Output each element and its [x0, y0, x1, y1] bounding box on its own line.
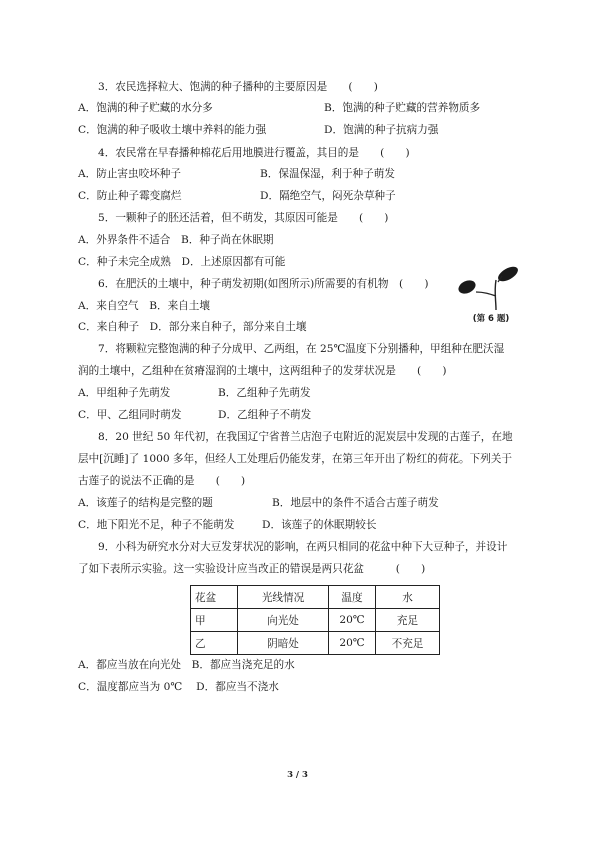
table-header-cell: 花盆 [191, 586, 238, 609]
table-cell: 20℃ [329, 632, 376, 655]
table-header-cell: 水 [376, 586, 440, 609]
q8-option-d: D．该莲子的休眠期较长 [262, 519, 377, 531]
q6-options-ab: A．来自空气 B．来自土壤 [78, 300, 210, 312]
table-header-row [191, 586, 440, 609]
seedling-figure [452, 262, 530, 332]
q3-option-d: D．饱满的种子抗病力强 [324, 124, 439, 136]
q6-options-cd: C．来自种子 D．部分来自种子，部分来自土壤 [78, 321, 307, 333]
q9-stem-line1: 9．小科为研究水分对大豆发芽状况的影响，在两只相同的花盆中种下大豆种子，并设计 [98, 541, 508, 553]
table-row [191, 632, 440, 655]
q9-options-ab: A．都应当放在向光处 B．都应当浇充足的水 [78, 659, 295, 671]
experiment-table [190, 585, 440, 655]
q7-option-a: A．甲组种子先萌发 [78, 387, 171, 399]
q7-option-b: B．乙组种子先萌发 [218, 387, 311, 399]
q3-option-b: B．饱满的种子贮藏的营养物质多 [324, 102, 481, 114]
q3-stem: 3．农民选择粒大、饱满的种子播种的主要原因是 ( ) [98, 81, 378, 93]
seedling-illustration [452, 262, 530, 312]
q4-stem: 4．农民常在早春播种棉花后用地膜进行覆盖，其目的是 ( ) [98, 147, 410, 159]
table-header-cell: 温度 [329, 586, 376, 609]
q4-option-b: B．保温保湿，利于种子萌发 [260, 168, 395, 180]
table-cell: 向光处 [238, 609, 329, 632]
q7-option-c: C．甲、乙组同时萌发 [78, 409, 182, 421]
q6-stem: 6．在肥沃的土壤中，种子萌发初期(如图所示)所需要的有机物 ( ) [98, 278, 429, 290]
q7-stem-line1: 7．将颗粒完整饱满的种子分成甲、乙两组，在 25℃温度下分别播种，甲组种在肥沃湿 [98, 343, 505, 355]
q5-options-ab: A．外界条件不适合 B．种子尚在休眠期 [78, 234, 274, 246]
q5-options-cd: C．种子未完全成熟 D．上述原因都有可能 [78, 256, 286, 268]
q8-option-c: C．地下阳光不足，种子不能萌发 [78, 519, 235, 531]
table-header-cell: 光线情况 [238, 586, 329, 609]
q9-options-cd: C．温度都应当为 0℃ D．都应当不浇水 [78, 681, 279, 693]
q5-stem: 5．一颗种子的胚还活着，但不萌发，其原因可能是 ( ) [98, 212, 389, 224]
q3-option-c: C．饱满的种子吸收土壤中养料的能力强 [78, 124, 267, 136]
table-cell: 阴暗处 [238, 632, 329, 655]
q4-option-c: C．防止种子霉变腐烂 [78, 190, 182, 202]
q7-stem-line2: 润的土壤中，乙组种在贫瘠湿润的土壤中，这两组种子的发芽状况是 ( ) [78, 365, 447, 377]
table-cell: 充足 [376, 609, 440, 632]
q9-stem-line2: 了如下表所示实验。这一实验设计应当改正的错误是两只花盆 ( ) [78, 563, 426, 575]
q7-option-d: D．乙组种子不萌发 [218, 409, 312, 421]
figure-caption: (第 6 题) [472, 314, 510, 324]
q8-stem-line3: 古莲子的说法不正确的是 ( ) [78, 475, 246, 487]
table-cell: 甲 [191, 609, 238, 632]
table-cell: 20℃ [329, 609, 376, 632]
table-cell: 不充足 [376, 632, 440, 655]
q8-option-b: B．地层中的条件不适合古莲子萌发 [272, 497, 439, 509]
q8-option-a: A．该莲子的结构是完整的题 [78, 497, 213, 509]
q8-stem-line1: 8．20 世纪 50 年代初，在我国辽宁省普兰店泡子屯附近的泥炭层中发现的古莲子，在地 [98, 431, 513, 443]
table-cell: 乙 [191, 632, 238, 655]
q4-option-a: A．防止害虫咬坏种子 [78, 168, 181, 180]
q8-stem-line2: 层中[沉睡]了 1000 多年，但经人工处理后仍能发芽，在第三年开出了粉红的荷花。下列关于 [78, 453, 512, 465]
q3-option-a: A．饱满的种子贮藏的水分多 [78, 102, 213, 114]
table-row [191, 609, 440, 632]
page-number: 3 / 3 [287, 770, 308, 780]
q4-option-d: D．隔绝空气，闷死杂草种子 [260, 190, 396, 202]
